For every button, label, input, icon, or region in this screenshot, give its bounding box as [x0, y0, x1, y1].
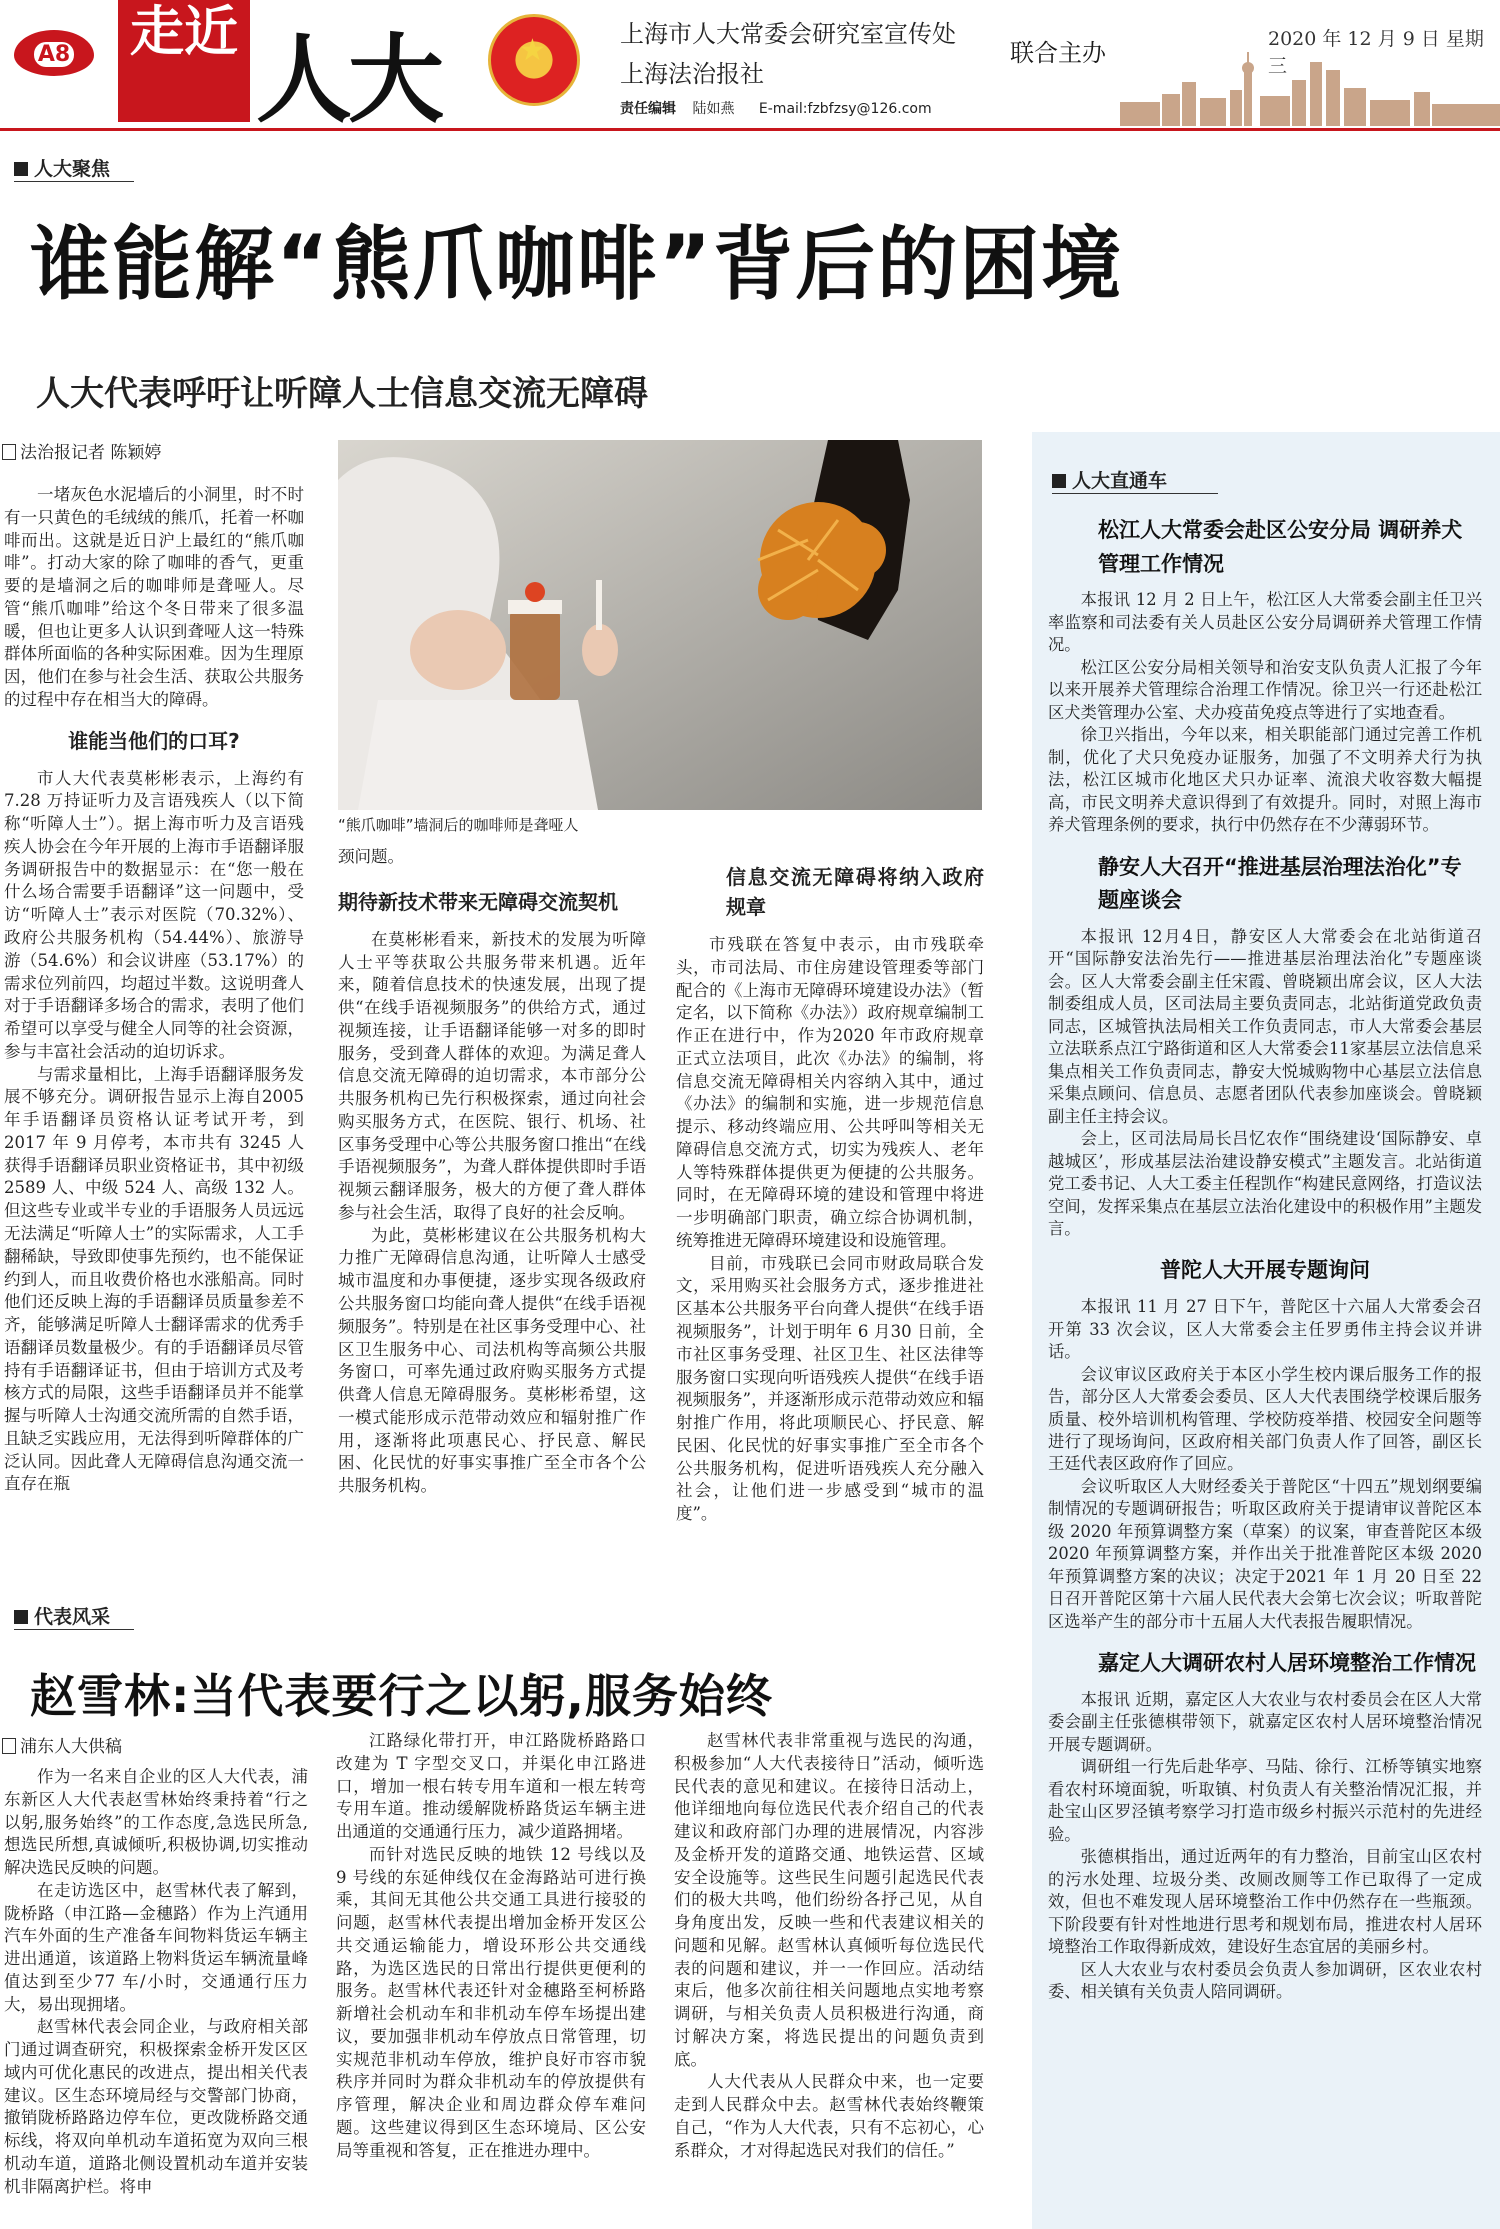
paragraph: 本报讯 近期，嘉定区人大农业与农村委员会在区人大常委会副主任张德棋带领下，就嘉定区农村人居环境整治情况开展专题调研。: [1048, 1689, 1482, 1754]
byline-box-icon: [2, 1738, 16, 1754]
byline-box-icon: [2, 444, 16, 460]
subheading: 谁能当他们的口耳?: [68, 728, 240, 753]
article-byline: 法治报记者 陈颖婷: [2, 438, 161, 463]
square-bullet-icon: [14, 1610, 28, 1624]
editor-label: 责任编辑: [620, 101, 676, 117]
article-headline: 谁能解“熊爪咖啡”背后的困境: [30, 218, 1124, 311]
article2-headline: 赵雪林:当代表要行之以躬,服务始终: [30, 1669, 773, 1723]
paragraph: 会上，区司法局局长吕忆农作“围绕建设‘国际静安、卓越城区’，形成基层法治建设静安模式”主题发言。北站街道党工委书记、人大工委主任程凯作“构建民意网络，打造议法空间，发挥采集点在基层立法治化建设中的积极作用”主题发言。: [1048, 1129, 1482, 1238]
paragraph: 会议审议区政府关于本区小学生校内课后服务工作的报告，部分区人大常委会委员、区人大代表围绕学校课后服务质量、校外培训机构管理、学校防疫举措、校园安全问题等进行了现场询问，区政府相关部门负责人作了回答，副区长王廷代表区政府作了回应。: [1048, 1364, 1482, 1474]
paragraph: 张德棋指出，通过近两年的有力整治，目前宝山区农村的污水处理、垃圾分类、改厕改厕等工作已取得了一定成效，但也不难发现人居环境整治工作中仍然存在一些瓶颈。下阶段要有针对性地进行思考和规划布局，推进农村人居环境整治工作取得新成效，建设好生态宜居的美丽乡村。: [1048, 1847, 1482, 1957]
article1-column-2: [338, 846, 646, 1498]
article-photo: [338, 440, 982, 810]
paragraph: 本报讯 11 月 27 日下午，普陀区十六届人大常委会召开第 33 次会议，区人大常委会主任罗勇伟主持会议并讲话。: [1048, 1297, 1482, 1362]
section-tag-delegate-profile: 代表风采: [14, 1602, 134, 1630]
city-skyline-illustration: [1120, 52, 1500, 126]
page-number-badge: A8: [14, 30, 94, 76]
paragraph: 为此，莫彬彬建议在公共服务机构大力推广无障碍信息沟通，让听障人士感受城市温度和办事便捷，逐步实现各级政府公共服务窗口均能向聋人提供“在线手语视频服务”。特别是在社区事务受理中心、社区卫生服务中心、司法机构等高频公共服务窗口，可率先通过政府购买服务方式提供聋人信息无障碍服务。莫彬彬希望，这一模式能形成示范带动效应和辐射推广作用，逐渐将此项惠民心、抒民意、解民困、化民忧的好事实事推广至全市各个公共服务机构。: [338, 1225, 646, 1496]
square-bullet-icon: [14, 162, 28, 176]
national-emblem-icon: [488, 14, 580, 106]
paragraph: 在莫彬彬看来，新技术的发展为听障人士平等获取公共服务带来机遇。近年来，随着信息技术的快速发展，出现了提供“在线手语视频服务”的供给方式，通过视频连接，让手语翻译能够一对多的即时服务，受到聋人群体的欢迎。为满足聋人信息交流无障碍的迫切需求，本市部分公共服务机构已先行积极探索，通过向社会购买服务方式，在医院、银行、机场、社区事务受理中心等公共服务窗口推出“在线手语视频服务”，为聋人群体提供即时手语视频云翻译服务，极大的方便了聋人群体参与社会生活，取得了良好的社会反响。: [338, 929, 646, 1222]
paragraph: 作为一名来自企业的区人大代表，浦东新区人大代表赵雪林始终秉持着“行之以躬,服务始终”的工作态度,急选民所急,想选民所想,真诚倾听,积极协调,切实推动解决选民反映的问题。: [4, 1767, 308, 1878]
sidebar-story-title: 松江人大常委会赴区公安分局 调研养犬管理工作情况: [1098, 518, 1463, 576]
sidebar-story-title: 嘉定人大调研农村人居环境整治工作情况: [1098, 1651, 1476, 1676]
sidebar-stories: [1048, 514, 1482, 2004]
photo-caption: “熊爪咖啡”墙洞后的咖啡师是聋哑人: [338, 816, 579, 834]
paragraph: 本报讯 12月4日，静安区人大常委会在北站街道召开“国际静安法治先行——推进基层治理法治化”专题座谈会。区人大常委会副主任宋霞、曾晓颖出席会议，区人大法制委组成人员，区司法局主要负责同志，北站街道党政负责同志，区城管执法局相关工作负责同志，市人大常委会基层立法联系点江宁路街道和区人大常委会11家基层立法信息采集点相关工作负责同志，静安大悦城购物中心基层立法信息采集点顾问、信息员、志愿者团队代表参加座谈会。曾晓颖副主任主持会议。: [1048, 926, 1482, 1126]
sidebar-story-body: [1048, 1689, 1482, 2004]
editor-name: 陆如燕: [692, 101, 735, 117]
paragraph: 而针对选民反映的地铁 12 号线以及 9 号线的东延伸线仅在金海路站可进行换乘，其间无其他公共交通工具进行接驳的问题，赵雪林代表提出增加金桥开发区公共交通运输能力，增设环形公共交通线路，为选区选民的日常出行提供更便利的服务。赵雪林代表还针对金穗路至柯桥路新增社会机动车和非机动车停车场提出建议，要加强非机动车停放点日常管理，切实规范非机动车停放，维护良好市容市貌秩序并同时为群众非机动车的停放提供有序管理，解决企业和周边群众停车难问题。这些建议得到区生态环境局、区公安局等重视和答复，正在推进办理中。: [336, 1844, 646, 2160]
subheading: 信息交流无障碍将纳入政府规章: [726, 865, 984, 919]
editor-email: E-mail:fzbfzsy@126.com: [758, 101, 932, 117]
section-tag-renda-focus: 人大聚焦: [14, 154, 134, 182]
paragraph: 目前，市残联已会同市财政局联合发文，采用购买社会服务方式，逐步推进社区基本公共服务平台向聋人提供“在线手语视频服务”，计划于明年 6 月30 日前，全市社区事务受理、社区卫生、社区法律等服务窗口实现向听语残疾人提供“在线手语视频服务”，并逐渐形成示范带动效应和辐射推广作用，将此项顺民心、抒民意、解民困、化民忧的好事实事推广至全市各个公共服务机构，促进听语残疾人充分融入社会，让他们进一步感受到“城市的温度”。: [676, 1253, 984, 1524]
sidebar-story-body: [1048, 1296, 1482, 1633]
bear-paw-coffee-photo: [338, 440, 982, 810]
article2-column-1: [4, 1766, 308, 2199]
column-name-zoujin: 走近: [118, 0, 250, 122]
article-subhead: 人大代表呼吁让听障人士信息交流无障碍: [36, 374, 648, 414]
subheading: 期待新技术带来无障碍交流契机: [338, 889, 618, 914]
sidebar-story-body: [1048, 926, 1482, 1241]
paragraph: 赵雪林代表非常重视与选民的沟通，积极参加“人大代表接待日”活动，倾听选民代表的意见和建议。在接待日活动上，他详细地向每位选民代表介绍自己的代表建议和政府部门办理的进展情况，内容涉及金桥开发的道路交通、地铁运营、区域安全设施等。这些民生问题引起选民代表们的极大共鸣，他们纷纷各抒己见，从自身角度出发，反映一些和代表建议相关的问题和见解。赵雪林认真倾听每位选民代表的问题和建议，并一一作回应。活动结束后，他多次前往相关问题地点实地考察调研，与相关负责人员积极进行沟通，商讨解决方案，将选民提出的问题负责到底。: [674, 1731, 984, 2069]
paragraph: 市残联在答复中表示，由市残联牵头，市司法局、市住房建设管理委等部门配合的《上海市无障碍环境建设办法》（暂定名，以下简称《办法》）政府规章编制工作正在进行中，作为2020 年市政府规章正式立法项目，此次《办法》的编制，将信息交流无障碍相关内容纳入其中，通过《办法》的编制和实施，进一步规范信息提示、移动终端应用、公共呼叫等相关无障碍信息交流方式，切实为残疾人、老年人等特殊群体提供更为便捷的公共服务。同时，在无障碍环境的建设和管理中将进一步明确部门职责，确立综合协调机制，统筹推进无障碍环境建设和设施管理。: [676, 935, 984, 1250]
paragraph: 与需求量相比，上海手语翻译服务发展不够充分。调研报告显示上海自2005 年手语翻译员资格认证考试开考，到 2017 年 9 月停考，本市共有 3245 人获得手语翻译员职业资格证书，其中初级 2589 人、中级 524 人、高级 132 人。但这些专业或半专业的手语服务人员远远无法满足“听障人士”的实际需求，人工手翻稀缺，导致即使事先预约，也不能保证约到人，而且收费价格也水涨船高。同时他们还反映上海的手语翻译员质量参差不齐，能够满足听障人士翻译需求的优秀手语翻译员数量极少。有的手语翻译员尽管持有手语翻译证书，但由于培训方式及考核方式的局限，这些手语翻译员并不能掌握与听障人士沟通交流所需的自然手语，且缺乏实践应用，无法得到听障群体的广泛认同。因此聋人无障碍信息沟通交流一直存在瓶: [4, 1064, 304, 1494]
sidebar-story-title: 静安人大召开“推进基层治理法治化”专题座谈会: [1098, 854, 1462, 913]
column-name-renda: 人大: [256, 23, 440, 136]
paragraph: 江路绿化带打开，申江路陇桥路路口改建为 T 字型交叉口，并渠化申江路进口，增加一根右转专用车道和一根左转弯专用车道。推动缓解陇桥路货运车辆主进出通道的交通通行压力，减少道路拥堵。: [336, 1731, 646, 1842]
paragraph-continuation: 颈问题。: [338, 847, 404, 866]
paragraph: 区人大农业与农村委员会负责人参加调研，区农业农村委、相关镇有关负责人陪同调研。: [1048, 1959, 1482, 2002]
paragraph: 一堵灰色水泥墙后的小洞里，时不时有一只黄色的毛绒绒的熊爪，托着一杯咖啡而出。这就是近日沪上最红的“熊爪咖啡”。打动大家的除了咖啡的香气，更重要的是墙洞之后的咖啡师是聋哑人。尽管“熊爪咖啡”给这个冬日带来了很多温暖，但也让更多人认识到聋哑人这一特殊群体所面临的各种实际困难。因为生理原因，他们在参与社会生活、获取公共服务的过程中存在相当大的障碍。: [4, 485, 304, 709]
sidebar-story-title: 普陀人大开展专题询问: [1160, 1258, 1370, 1283]
article2-byline: 浦东人大供稿: [2, 1732, 122, 1757]
section-tag-renda-express: 人大直通车: [1052, 466, 1218, 494]
article2-column-2: [336, 1730, 646, 2163]
paragraph: 在走访选区中，赵雪林代表了解到，陇桥路（申江路—金穗路）作为上汽通用汽车外面的生产准备车间物料货运车辆主进出通道，该道路上物料货运车辆流量峰值达到至少77 车/小时，交通通行压力大，易出现拥堵。: [4, 1880, 308, 2014]
sidebar-story-body: [1048, 589, 1482, 836]
paragraph: 徐卫兴指出，今年以来，相关职能部门通过完善工作机制，优化了犬只免疫办证服务，加强了不文明养犬行为执法，松江区城市化地区犬只办证率、流浪犬收容数大幅提高，市民文明养犬意识得到了有效提升。同时，对照上海市养犬管理条例的要求，执行中仍然存在不少薄弱环节。: [1048, 725, 1482, 835]
article1-column-1: [4, 484, 304, 1496]
organizer-1: 上海市人大常委会研究室宣传处: [620, 20, 956, 48]
paragraph: 人大代表从人民群众中来，也一定要走到人民群众中去。赵雪林代表始终鞭策自己，“作为人大代表，只有不忘初心，心系群众，才对得起选民对我们的信任。”: [674, 2072, 984, 2160]
paragraph: 调研组一行先后赴华亭、马陆、徐行、江桥等镇实地察看农村环境面貌，听取镇、村负责人有关整治情况汇报，并赴宝山区罗泾镇考察学习打造市级乡村振兴示范村的先进经验。: [1048, 1757, 1482, 1844]
paragraph: 本报讯 12 月 2 日上午，松江区人大常委会副主任卫兴率监察和司法委有关人员赴区公安分局调研养犬管理工作情况。: [1048, 590, 1482, 655]
paragraph: 松江区公安分局相关领导和治安支队负责人汇报了今年以来开展养犬管理综合治理工作情况。徐卫兴一行还赴松江区犬类管理办公室、犬办疫苗免疫点等进行了实地查看。: [1048, 657, 1482, 722]
editor-line: [620, 98, 932, 118]
square-bullet-icon: [1052, 474, 1066, 488]
article2-column-3: [674, 1730, 984, 2163]
paragraph: 市人大代表莫彬彬表示，上海约有7.28 万持证听力及言语残疾人（以下简称“听障人士”）。据上海市听力及言语残疾人协会在今年开展的上海市手语翻译服务调研报告中的数据显示：在“您一般在什么场合需要手语翻译”这一问题中，受访“听障人士”表示对医院（70.32%）、政府公共服务机构（54.44%）、旅游导游（54.6%）和会议讲座（53.17%）的需求位列前四，均超过半数。这说明聋人对于手语翻译多场合的需求，表明了他们希望可以享受与健全人同等的社会资源，参与丰富社会活动的迫切诉求。: [4, 768, 304, 1061]
article1-column-3: [676, 862, 984, 1526]
organizer-2: 上海法治报社: [620, 60, 764, 88]
joint-host-label: 联合主办: [1010, 39, 1106, 67]
paragraph: 赵雪林代表会同企业，与政府相关部门通过调查研究，积极探索金桥开发区区域内可优化惠民的改进点，提出相关代表建议。区生态环境局经与交警部门协商，撤销陇桥路路边停车位，更改陇桥路交通标线，将双向单机动车道拓宽为双向三根机动车道，道路北侧设置机动车道并安装机非隔离护栏。将申: [4, 2017, 308, 2196]
paragraph: 会议听取区人大财经委关于普陀区“十四五”规划纲要编制情况的专题调研报告；听取区政府关于提请审议普陀区本级 2020 年预算调整方案（草案）的议案，审查普陀区本级 2020 年预算调整方案，并作出关于批准普陀区本级 2020 年预算调整方案的决议；决定于2021 年 1 月 20 日至 22 日召开普陀区第十六届人民代表大会第七次会议；听取普陀区选举产生的部分市十五届人大代表报告履职情况。: [1048, 1476, 1482, 1631]
issue-date: 2020 年 12 月 9 日 星期三: [1268, 28, 1484, 77]
